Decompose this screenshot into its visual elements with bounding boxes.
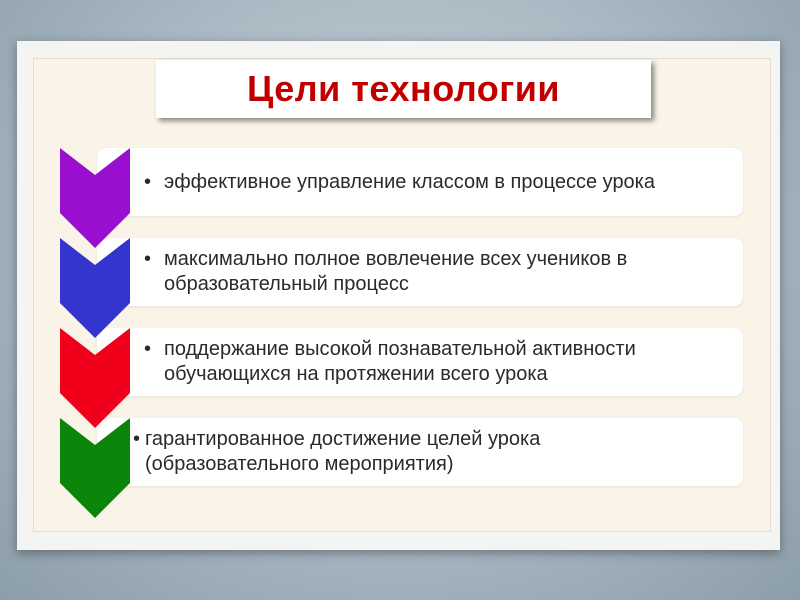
bullet-marker: • bbox=[144, 338, 152, 360]
chevron-3-red bbox=[60, 328, 130, 428]
goal-3-line-1: поддержание высокой познавательной активности bbox=[164, 338, 636, 360]
goal-2-line-1: максимально полное вовлечение всех учеников в bbox=[164, 248, 628, 270]
goal-1-line-1: эффективное управление классом в процессе урока bbox=[164, 170, 655, 193]
goal-4-line-2: (образовательного мероприятия) bbox=[145, 453, 454, 475]
goal-2-line-2: образовательный процесс bbox=[164, 273, 409, 295]
chevron-1-purple bbox=[60, 148, 130, 248]
goal-3-line-2: обучающихся на протяжении всего урока bbox=[164, 363, 548, 385]
goal-4-line-1: гарантированное достижение целей урока bbox=[145, 428, 541, 450]
slide-title: Цели технологии bbox=[247, 68, 560, 109]
bullet-marker: • bbox=[133, 428, 141, 450]
bullet-marker: • bbox=[144, 170, 152, 193]
bullet-marker: • bbox=[144, 248, 152, 270]
chevron-2-blue bbox=[60, 238, 130, 338]
chevron-4-green bbox=[60, 418, 130, 518]
